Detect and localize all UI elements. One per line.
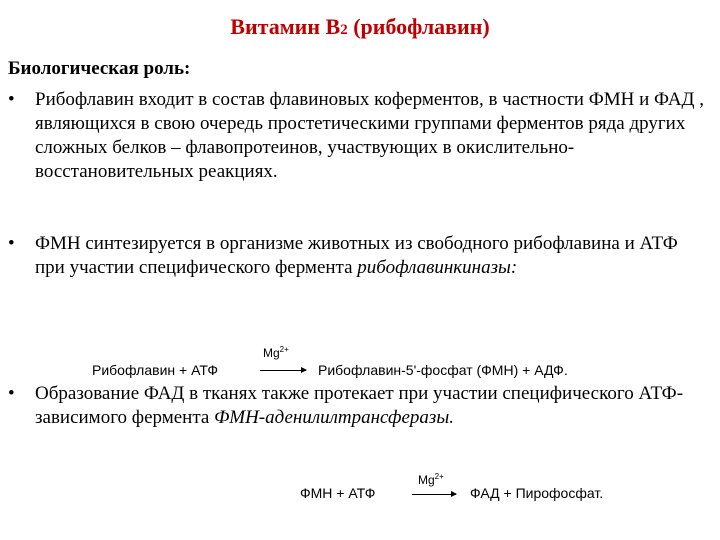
eq2-catalyst-symbol: Mg [418,473,435,487]
section-heading: Биологическая роль: [8,58,191,79]
eq1-catalyst-charge: 2+ [279,345,289,354]
bullet-dot-icon: • [8,89,15,110]
bullet-text-1: Рибофлавин входит в состав флавиновых коферментов, в частности ФМН и ФАД , являющихся в свою очередь простетическими группами ферментов ряда других сложных белков – флавопротеинов, участвующих в окислительно-восстановительных реакциях. [35,89,704,182]
bullet-text-2-plain: ФМН синтезируется в организме животных из свободного рибофлавина и АТФ при участии специфического фермента [35,233,678,278]
bullet-dot-icon: • [8,233,15,254]
eq1-products: Рибофлавин-5'-фосфат (ФМН) + АДФ. [318,362,568,378]
enzyme-name-2: ФМН-аденилилтрансферазы. [214,407,454,428]
title-subscript: 2 [340,22,348,38]
eq2-products: ФАД + Пирофосфат. [470,485,604,501]
bullet-text-3-plain: Образование ФАД в тканях также протекает при участии специфического АТФ-зависимого фермента [35,383,684,428]
title-rest: (рибофлавин) [347,14,490,39]
eq1-reactants: Рибофлавин + АТФ [92,362,219,378]
enzyme-name-1: рибофлавинкиназы: [357,257,518,278]
eq2-arrow-icon [412,494,456,495]
eq2-catalyst-charge: 2+ [434,472,444,481]
eq2-reactants: ФМН + АТФ [300,485,376,501]
bullet-dot-icon: • [8,383,15,404]
eq2-catalyst [418,472,444,487]
eq1-catalyst-symbol: Mg [263,346,280,360]
title-text: Витамин В [230,14,341,39]
